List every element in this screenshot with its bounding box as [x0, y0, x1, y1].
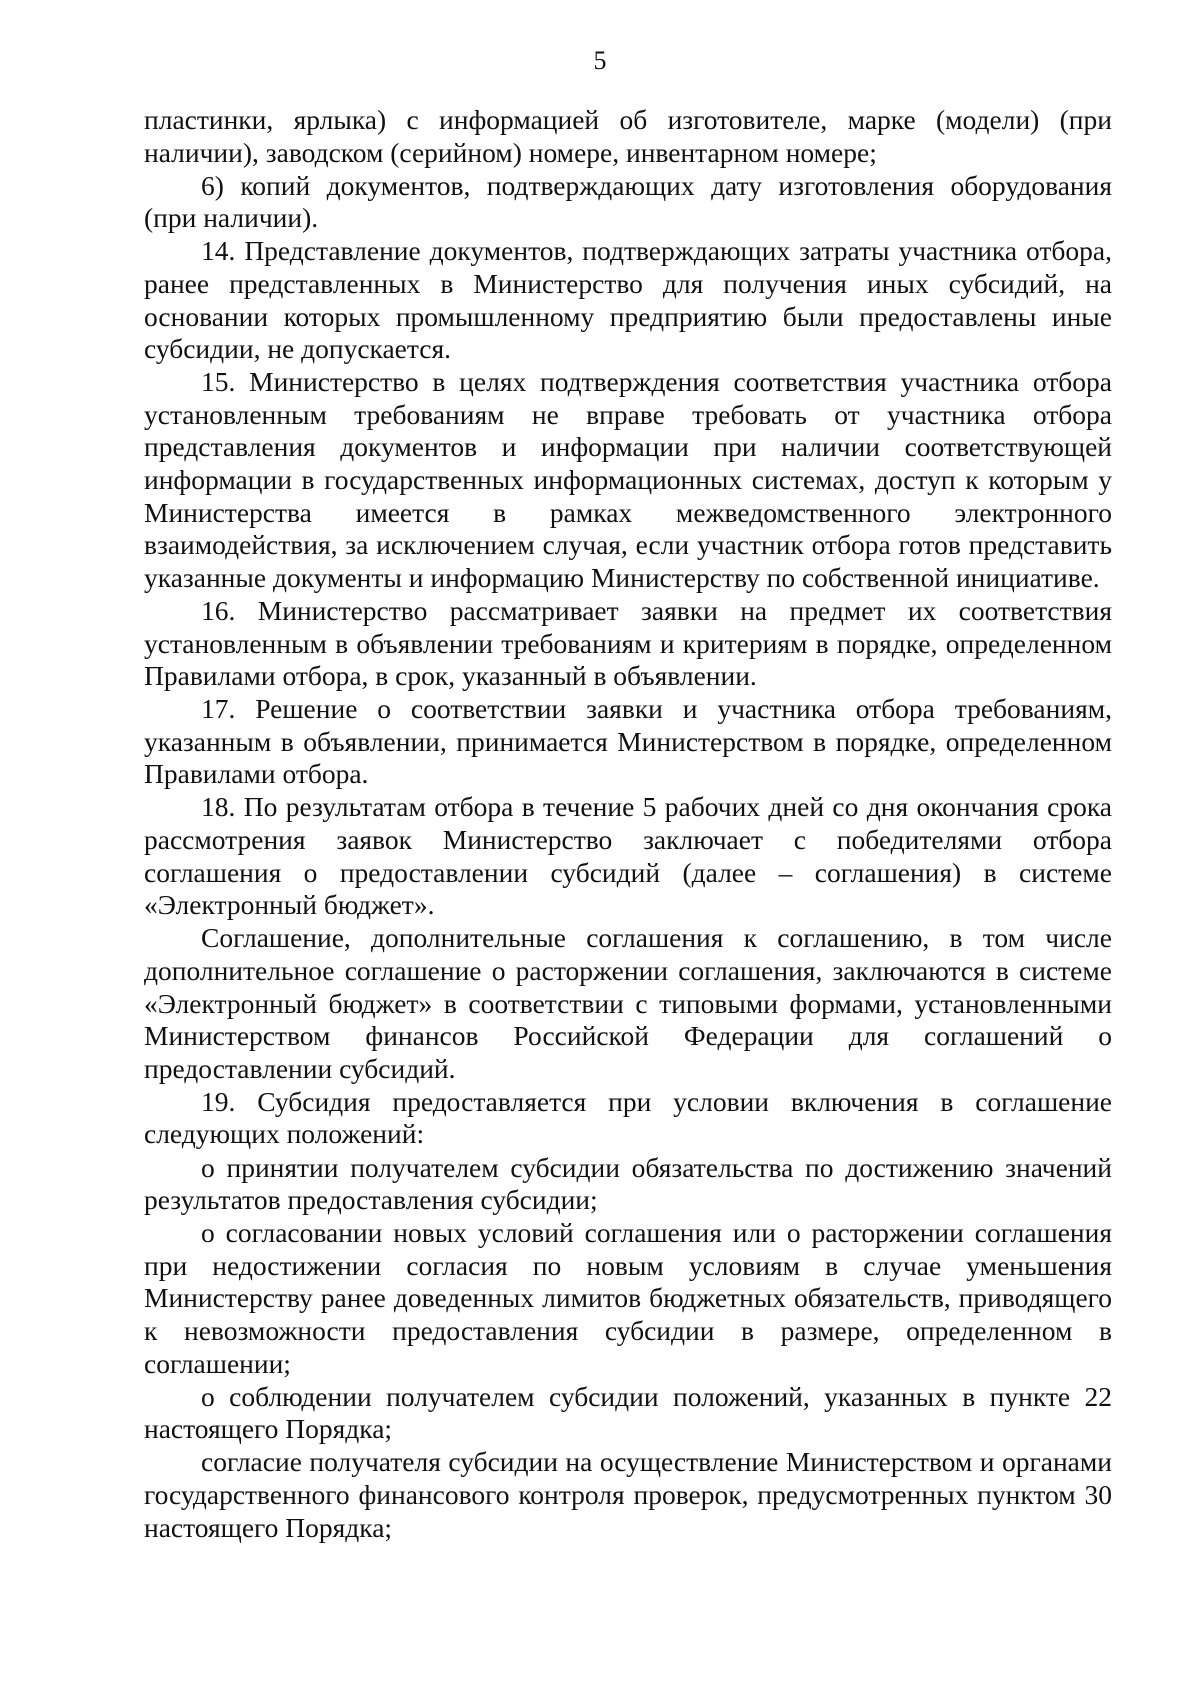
paragraph-clause-19: 19. Субсидия предоставляется при условии включения в соглашение следующих положений:	[144, 1085, 1112, 1150]
list-item-new-conditions: о согласовании новых условий соглашения или о расторжении соглашения при недостижении согласия по новым условиям в случае уменьшения Министерству ранее доведенных лимитов бюджетных обязательств, приводящего к невозможности предоставления субсидии в размере, определенном в соглашении;	[144, 1217, 1112, 1379]
paragraph-clause-14: 14. Представление документов, подтверждающих затраты участника отбора, ранее представленных в Министерство для получения иных субсидий, на основании которых промышленному предприятию были предоставлены иные субсидии, не допускается.	[144, 235, 1112, 365]
paragraph-clause-17: 17. Решение о соответствии заявки и участника отбора требованиям, указанным в объявлении, принимается Министерством в порядке, определенном Правилами отбора.	[144, 693, 1112, 790]
paragraph-clause-18: 18. По результатам отбора в течение 5 рабочих дней со дня окончания срока рассмотрения заявок Министерство заключает с победителями отбора соглашения о предоставлении субсидий (далее – соглашения) в системе «Электронный бюджет».	[144, 791, 1112, 921]
document-body	[144, 104, 1112, 1544]
paragraph-clause-16: 16. Министерство рассматривает заявки на предмет их соответствия установленным в объявлении требованиям и критериям в порядке, определенном Правилами отбора, в срок, указанный в объявлении.	[144, 594, 1112, 692]
paragraph-agreement-note: Соглашение, дополнительные соглашения к соглашению, в том числе дополнительное соглашение о расторжении соглашения, заключаются в системе «Электронный бюджет» в соответствии с типовыми формами, установленными Министерством финансов Российской Федерации для соглашений о предоставлении субсидий.	[144, 922, 1112, 1084]
paragraph-clause-15: 15. Министерство в целях подтверждения соответствия участника отбора установленным требованиям не вправе требовать от участника отбора представления документов и информации при наличии соответствующей информации в государственных информационных системах, доступ к которым у Министерства имеется в рамках межведомственного электронного взаимодействия, за исключением случая, если участник отбора готов представить указанные документы и информацию Министерству по собственной инициативе.	[144, 366, 1112, 593]
list-item-results-obligation: о принятии получателем субсидии обязательства по достижению значений результатов предоставления субсидии;	[144, 1151, 1112, 1216]
list-item-compliance-clause-22: о соблюдении получателем субсидии положений, указанных в пункте 22 настоящего Порядка;	[144, 1380, 1112, 1445]
list-item-consent-inspections: согласие получателя субсидии на осуществление Министерством и органами государственного финансового контроля проверок, предусмотренных пунктом 30 настоящего Порядка;	[144, 1446, 1112, 1543]
paragraph-continued-item: пластинки, ярлыка) с информацией об изготовителе, марке (модели) (при наличии), заводском (серийном) номере, инвентарном номере;	[144, 104, 1112, 168]
paragraph-item-6: 6) копий документов, подтверждающих дату изготовления оборудования (при наличии).	[144, 169, 1112, 234]
page-number: 5	[593, 46, 607, 75]
